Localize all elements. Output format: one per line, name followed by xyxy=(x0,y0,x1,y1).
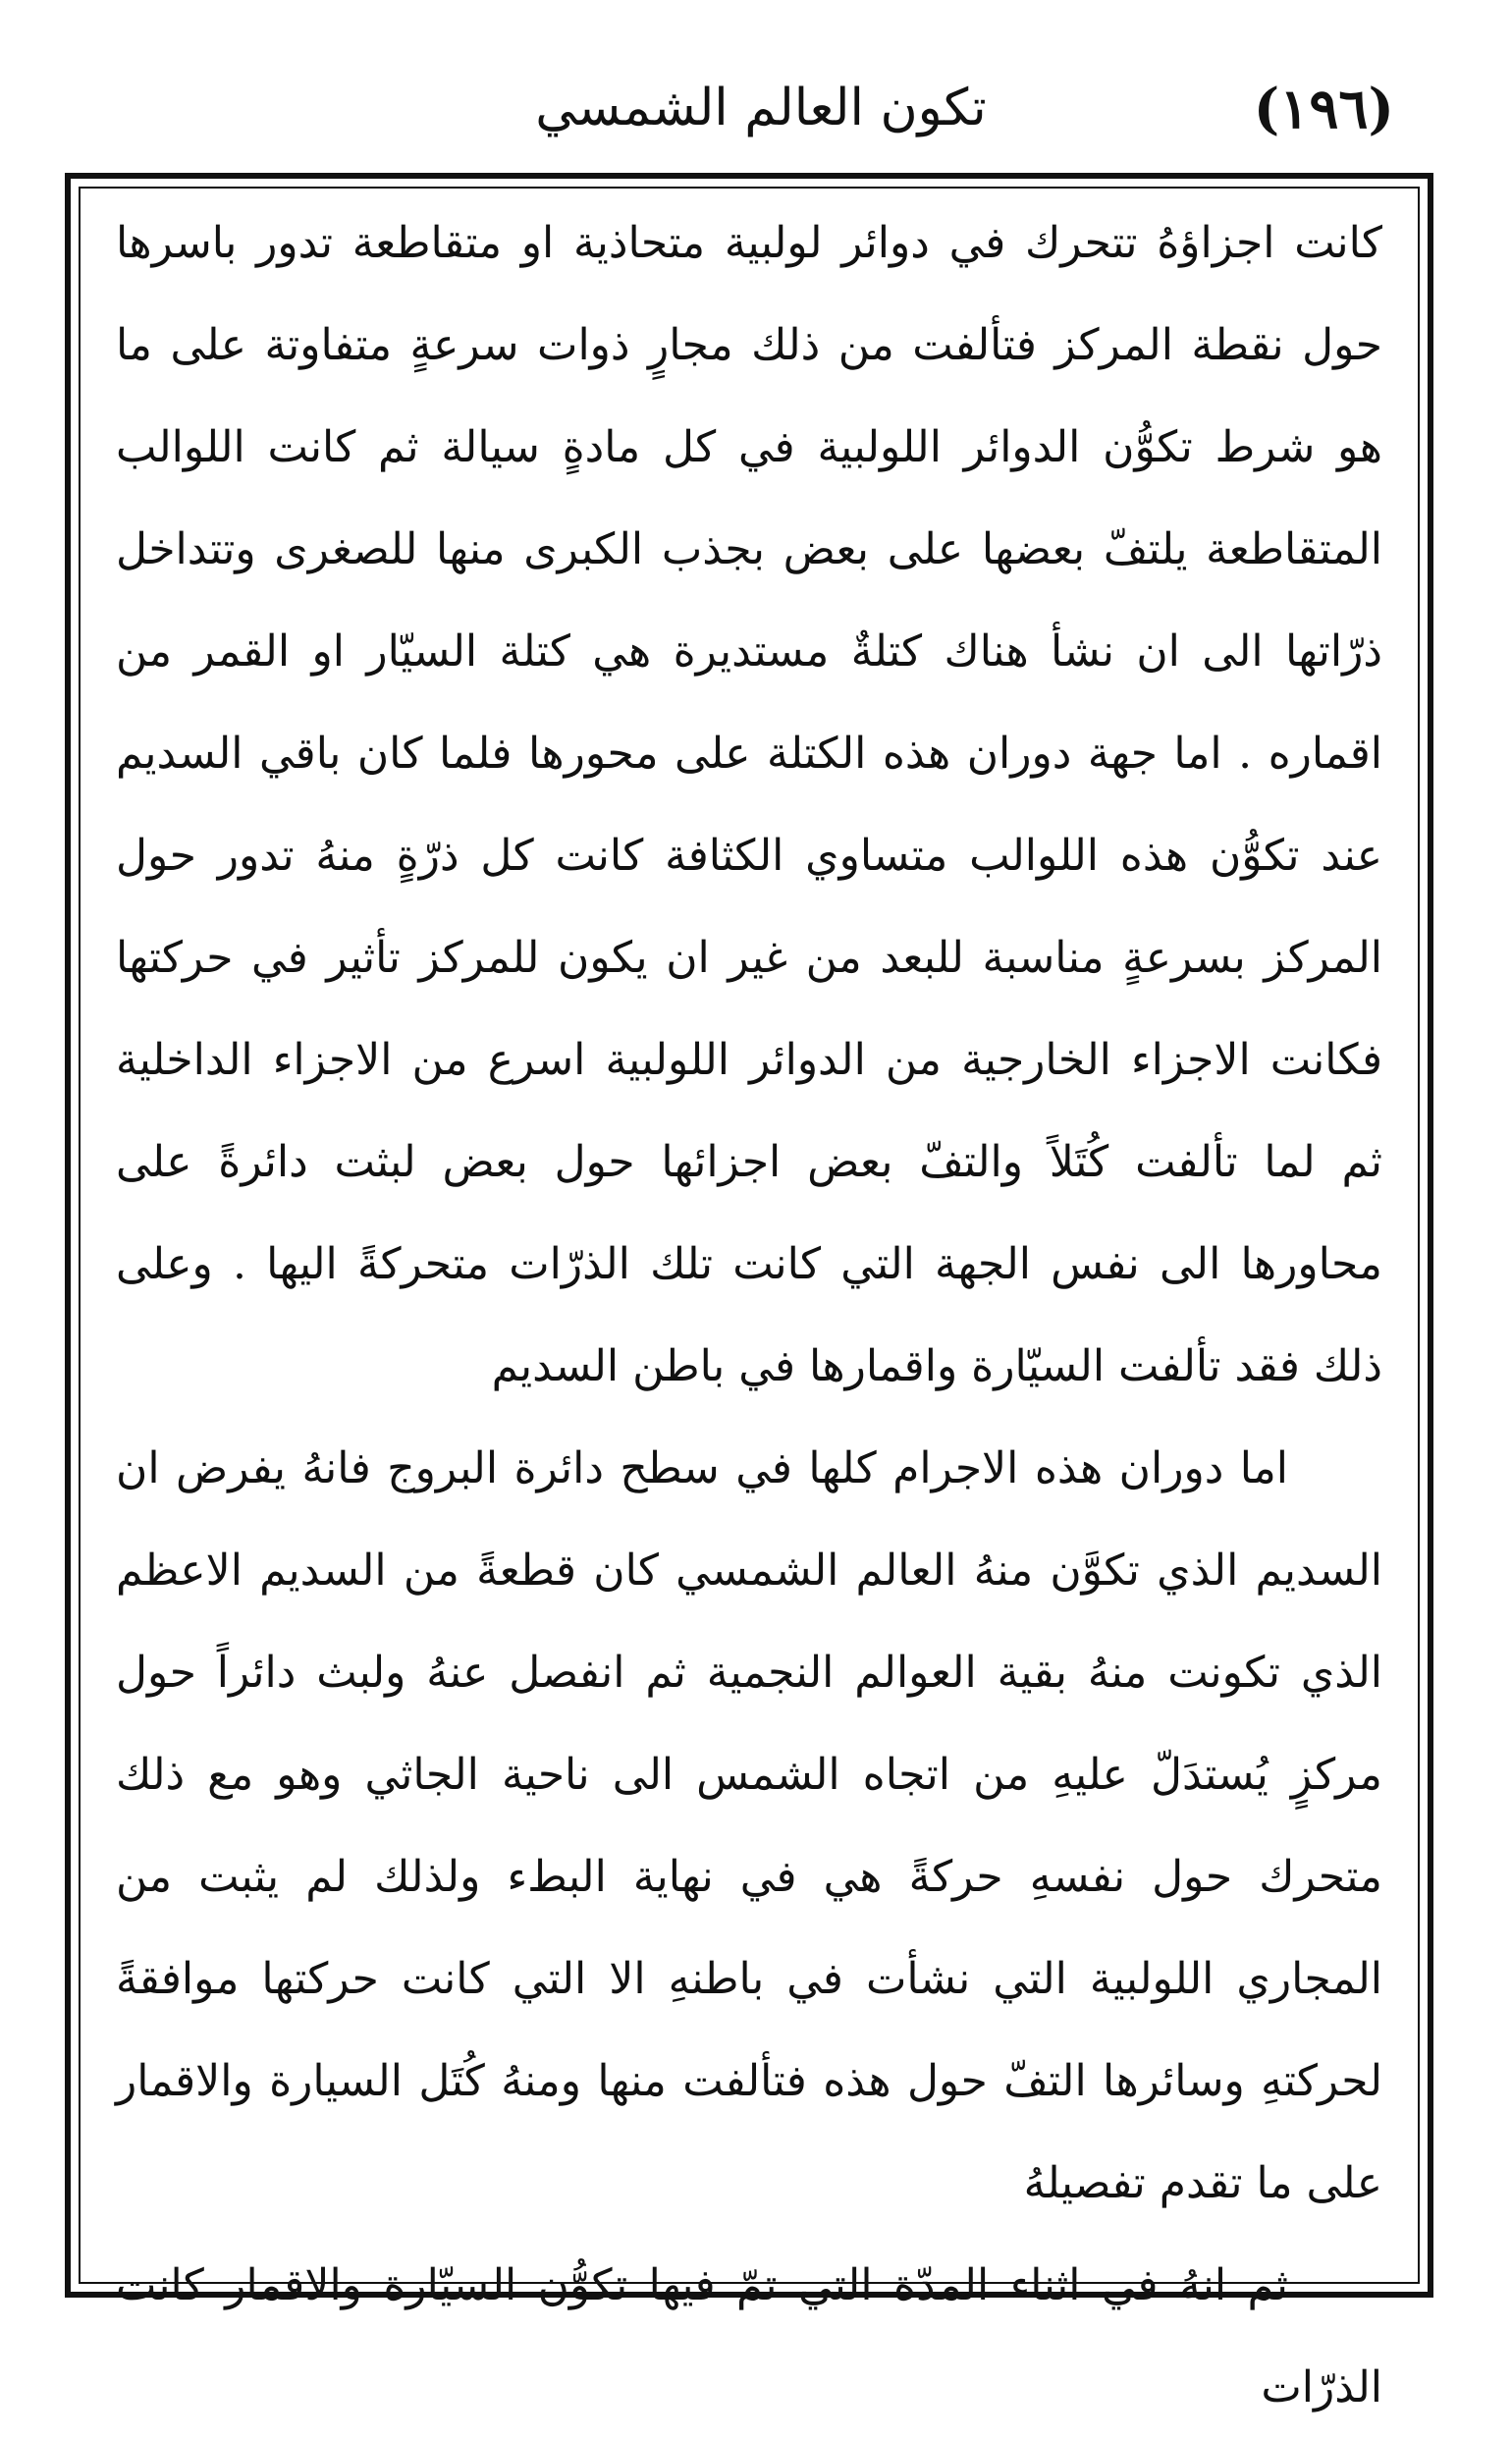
running-title: تكون العالم الشمسي xyxy=(535,79,987,137)
page-number: (١٩٦) xyxy=(1253,77,1394,141)
paragraph-1: كانت اجزاؤهُ تتحرك في دوائر لولبية متحاذية او متقاطعة تدور باسرها حول نقطة المركز فتألفت من ذلك مجارٍ ذوات سرعةٍ متفاوتة على ما هو شرط تكوُّن الدوائر اللولبية في كل مادةٍ سيالة ثم كانت اللوالب المتقاطعة يلتفّ بعضها على بعض بجذب الكبرى منها للصغرى وتتداخل ذرّاتها الى ان نشأ هناك كتلةٌ مستديرة هي كتلة السيّار او القمر من اقماره . اما جهة دوران هذه الكتلة على محورها فلما كان باقي السديم عند تكوُّن هذه اللوالب متساوي الكثافة كانت كل ذرّةٍ منهُ تدور حول المركز بسرعةٍ مناسبة للبعد من غير ان يكون للمركز تأثير في حركتها فكانت الاجزاء الخارجية من الدوائر اللولبية اسرع من الاجزاء الداخلية ثم لما تألفت كُتَلاً والتفّ بعض اجزائها حول بعض لبثت دائرةً على محاورها الى نفس الجهة التي كانت تلك الذرّات متحركةً اليها . وعلى ذلك فقد تألفت السيّارة واقمارها في باطن السديم xyxy=(116,218,1382,1391)
paragraph-3: ثم انهُ في اثناء المدّة التي تمّ فيها تكوُّن السيّارة والاقمار كانت الذرّات xyxy=(116,2260,1382,2412)
page-header xyxy=(88,71,1433,159)
paragraph-2: اما دوران هذه الاجرام كلها في سطح دائرة البروج فانهُ يفرض ان السديم الذي تكوَّن منهُ العالم الشمسي كان قطعةً من السديم الاعظم الذي تكونت منهُ بقية العوالم النجمية ثم انفصل عنهُ ولبث دائراً حول مركزٍ يُستدَلّ عليهِ من اتجاه الشمس الى ناحية الجاثي وهو مع ذلك متحرك حول نفسهِ حركةً هي في نهاية البطء ولذلك لم يثبت من المجاري اللولبية التي نشأت في باطنهِ الا التي كانت حركتها موافقةً لحركتهِ وسائرها التفّ حول هذه فتألفت منها ومنهُ كُتَل السيارة والاقمار على ما تقدم تفصيلهُ xyxy=(116,1443,1382,2208)
body-text xyxy=(116,192,1382,2439)
